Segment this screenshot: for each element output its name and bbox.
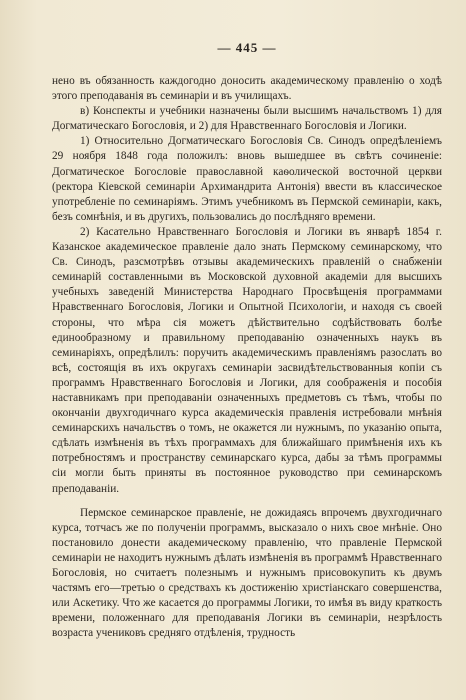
page-number: — 445 — (217, 40, 277, 55)
body-text (52, 74, 442, 641)
paragraph-2: в) Конспекты и учебники назначены были высшимъ начальствомъ 1) для Догматическаго Богословія, и 2) для Нравственнаго Богословія и Логики. (52, 105, 442, 133)
paragraph-4: 2) Касательно Нравственнаго Богословія и Логики въ январѣ 1854 г. Казанское академическое правленіе дало знать Пермскому семинарскому, что Св. Синодъ, разсмотрѣвъ отзывы академическихъ правленій о снабженіи семинарій составленными въ Московской духовной академіи для высшихъ учебныхъ заведеній Министерства Народнаго Просвѣщенія программами Нравственнаго Богословія, Логики и Опытной Психологіи, и находя съ своей стороны, что мѣра сія можетъ дѣйствительно содѣйствовать болѣе единообразному и правильному преподаванію означенныхъ наукъ въ семинаріяхъ, опредѣлилъ: поручить академическимъ правленіямъ разослать во всѣ, состоящія въ ихъ округахъ семинаріи засвидѣтельствованныя копіи съ программъ Нравственнаго Богословія и Логики, для соображенія и пособія наставникамъ при преподаваніи означенныхъ предметовъ съ тѣмъ, чтобы по окончаніи двухгодичнаго курса академическія правленія истребовали мнѣнія семинарскихъ начальствъ о томъ, не окажется ли нужнымъ, по указанію опыта, сдѣлать измѣненія въ тѣхъ программахъ для ближайшаго примѣненія ихъ къ потребностямъ и пространству семинарскаго курса, дабы за тѣмъ программы сіи могли быть приняты въ постоянное руководство при семинарскомъ преподаваніи. (52, 225, 442, 495)
paragraph-5: Пермское семинарское правленіе, не дожидаясь впрочемъ двухгодичнаго курса, тотчасъ же по полученіи программъ, высказало о нихъ свое мнѣніе. Оно постановило донести академическому правленію, что правленіе Пермской семинаріи не находитъ нужнымъ дѣлать измѣненія въ программѣ Нравственнаго Богословія, но считаетъ полезнымъ и нужнымъ присовокупить къ двумъ частямъ его—третью о средствахъ къ достиженію христіанскаго совершенства, или Аскетику. Что же касается до программы Логики, то имѣя въ виду краткость времени, положеннаго для преподаванія Логики въ семинаріи, незрѣлость возраста учениковъ средняго отдѣленія, трудность (52, 506, 442, 640)
paragraph-3: 1) Относительно Догматическаго Богословія Св. Синодъ опредѣленіемъ 29 ноября 1848 года положилъ: вновь вышедшее въ свѣтъ сочиненіе: Догматическое Богословіе православной каѳолической восточной церкви (ректора Кіевской семинаріи Архимандрита Антонія) ввести въ классическое употребленіе по семинаріямъ. Этимъ учебникомъ въ Пермской семинаріи, какъ, безъ сомнѣнія, и въ другихъ, пользовались до послѣдняго времени. (52, 135, 442, 223)
paragraph-1: нено въ обязанность каждогодно доносить академическому правленію о ходѣ этого преподаванія въ семинаріи и въ училищахъ. (52, 75, 442, 103)
